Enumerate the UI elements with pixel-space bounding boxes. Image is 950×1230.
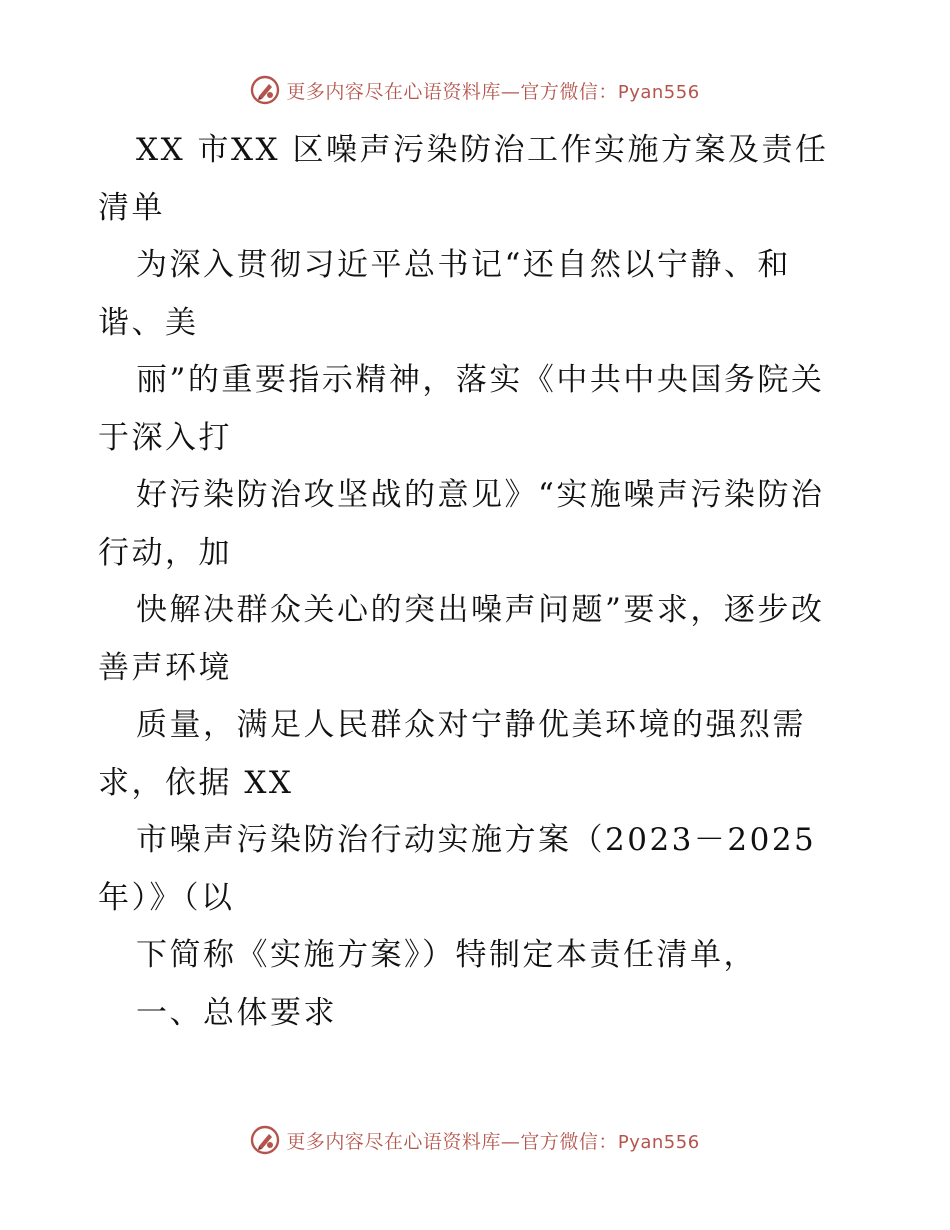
text-line: 清单: [98, 189, 165, 226]
text-line: 年）》（以: [98, 879, 235, 916]
text-line: 求，依据 XX: [98, 764, 294, 801]
text-line: 一、总体要求: [136, 994, 337, 1031]
text-line: 好污染防治攻坚战的意见》“实施噪声污染防治: [136, 477, 825, 513]
text-line: 下简称《实施方案》）特制定本责任清单，: [136, 937, 757, 973]
footer-watermark: [0, 1120, 950, 1160]
text-line: 快解决群众关心的突出噪声问题”要求，逐步改: [136, 592, 825, 628]
watermark-text: 更多内容尽在心语资料库—官方微信：Pyan556: [286, 1130, 700, 1153]
header-watermark: [0, 70, 950, 110]
pen-seal-icon: [250, 1125, 280, 1155]
text-line: 于深入打: [98, 419, 232, 456]
pen-seal-icon: [250, 75, 280, 105]
text-line: 质量，满足人民群众对宁静优美环境的强烈需: [136, 707, 806, 743]
text-line: 为深入贯彻习近平总书记“还自然以宁静、和: [136, 247, 791, 283]
document-body: [98, 122, 898, 1042]
text-line: 丽”的重要指示精神，落实《中共中央国务院关: [136, 362, 825, 398]
text-line: 行动，加: [98, 534, 232, 571]
text-line: 善声环境: [98, 649, 232, 686]
text-line: 市噪声污染防治行动实施方案（2023－2025: [136, 822, 817, 858]
watermark-text: 更多内容尽在心语资料库—官方微信：Pyan556: [286, 80, 700, 103]
text-line: XX 市XX 区噪声污染防治工作实施方案及责任: [136, 132, 829, 168]
text-line: 谐、美: [98, 304, 199, 341]
